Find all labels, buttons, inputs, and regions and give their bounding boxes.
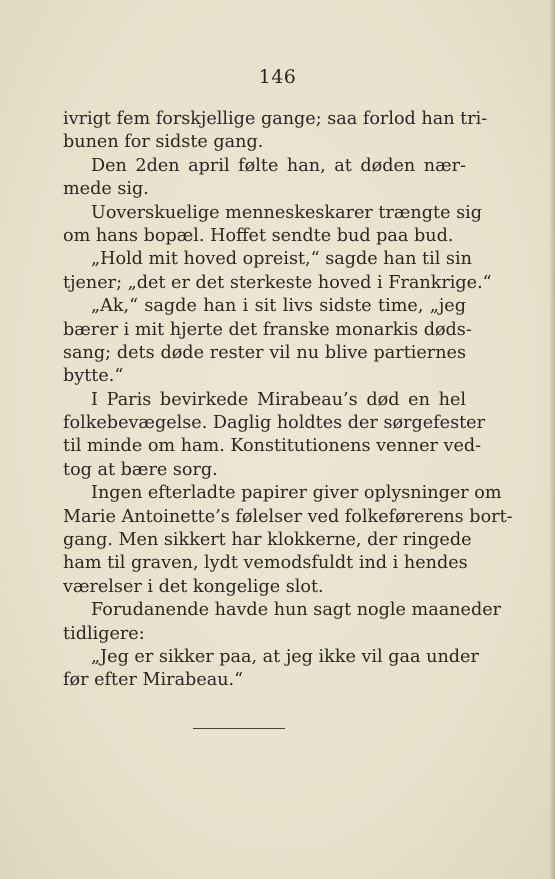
- text-line: „Ak,“ sagde han i sit livs sidste time, „jeg: [91, 296, 466, 317]
- text-line: ham til graven, lydt vemodsfuldt ind i hendes: [63, 553, 468, 574]
- text-line: værelser i det kongelige slot.: [63, 576, 324, 597]
- text-line: Ingen efterladte papirer giver oplysninger om: [91, 483, 502, 504]
- text-line: „Hold mit hoved opreist,“ sagde han til sin: [91, 249, 472, 270]
- page-edge-shadow: [549, 0, 555, 879]
- text-line: mede sig.: [63, 179, 149, 200]
- text-line: tidligere:: [63, 623, 145, 644]
- text-line: tjener; „det er det sterkeste hoved i Frankrige.“: [63, 272, 492, 293]
- text-line: ivrigt fem forskjellige gange; saa forlod han tri-: [63, 109, 488, 129]
- text-line: gang. Men sikkert har klokkerne, der ringede: [63, 530, 472, 551]
- text-line: om hans bopæl. Hoffet sendte bud paa bud.: [63, 225, 454, 246]
- text-line: Marie Antoinette’s følelser ved folkeførerens bort-: [63, 506, 513, 527]
- text-line: bunen for sidste gang.: [63, 132, 264, 153]
- text-line: „Jeg er sikker paa, at jeg ikke vil gaa under: [91, 646, 479, 667]
- text-line: bærer i mit hjerte det franske monarkis døds-: [63, 319, 472, 340]
- text-line: Forudanende havde hun sagt nogle maaneder: [91, 600, 502, 621]
- text-line: I Paris bevirkede Mirabeau’s død en hel: [91, 389, 466, 410]
- text-line: til minde om ham. Konstitutionens venner ved-: [63, 436, 482, 457]
- text-line: folkebevægelse. Daglig holdtes der sørgefester: [63, 413, 485, 434]
- text-line: sang; dets døde rester vil nu blive partiernes: [63, 342, 466, 363]
- text-line: før efter Mirabeau.“: [63, 670, 244, 691]
- text-line: Uoverskuelige menneskeskarer trængte sig: [91, 202, 483, 223]
- body-text: [63, 108, 513, 693]
- section-end-rule: [193, 728, 285, 729]
- page-number: 146: [258, 66, 297, 88]
- text-line: bytte.“: [63, 366, 124, 387]
- text-line: Den 2den april følte han, at døden nær-: [91, 155, 466, 176]
- text-line: tog at bære sorg.: [63, 459, 218, 480]
